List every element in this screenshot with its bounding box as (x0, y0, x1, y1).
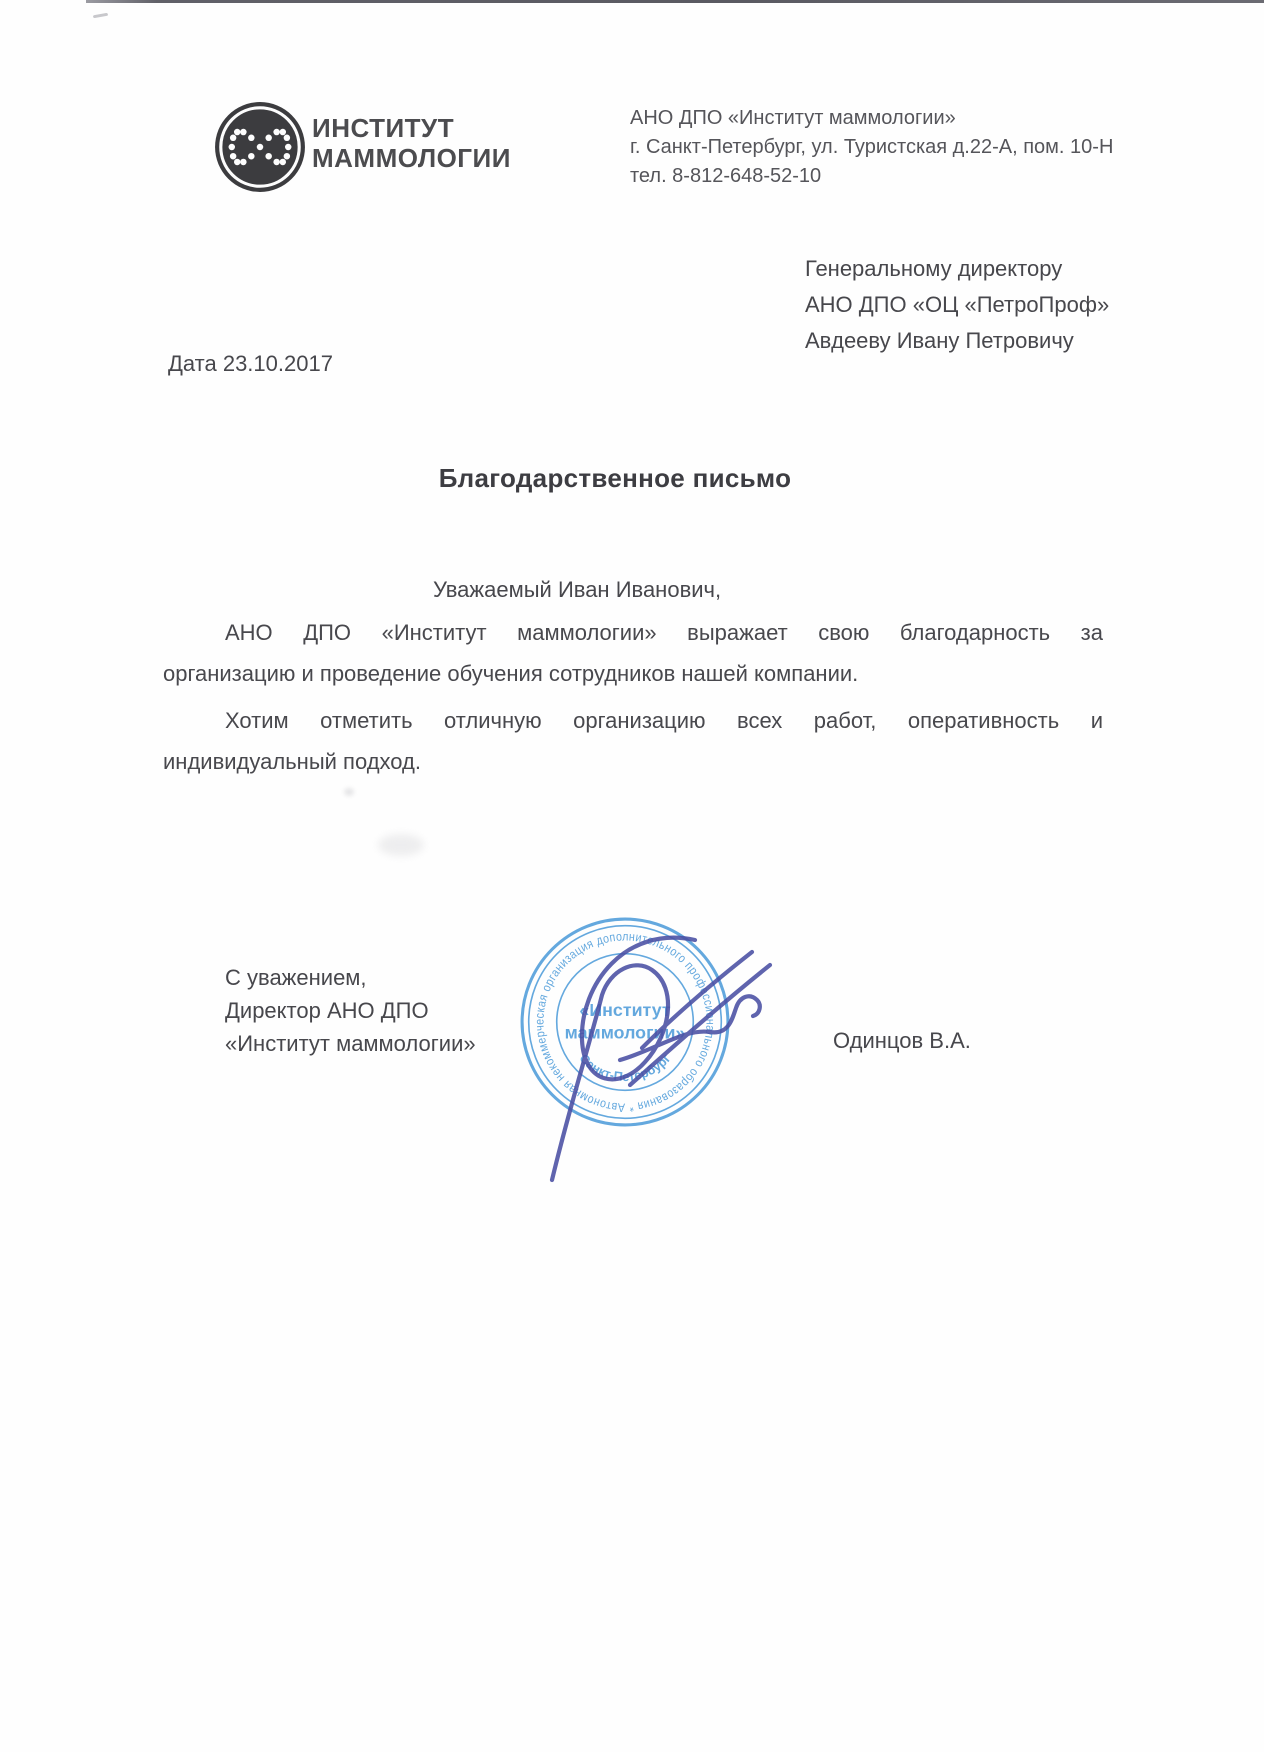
scan-edge-artifact (86, 0, 1264, 3)
logo-wordmark-line1: ИНСТИТУТ (312, 113, 455, 143)
closing-position: Директор АНО ДПО (225, 998, 429, 1023)
pencil-smudge (378, 834, 424, 856)
stamp-center-line2: маммологии» (564, 1022, 686, 1043)
recipient-block (805, 251, 1109, 359)
pencil-smudge (344, 788, 354, 796)
closing-org: «Институт маммологии» (225, 1031, 476, 1056)
salutation: Уважаемый Иван Иванович, (433, 577, 722, 602)
stamp-center-line1: «Институт (579, 999, 671, 1020)
director-signature (470, 890, 800, 1200)
paragraph-line: индивидуальный подход. (163, 749, 421, 774)
recipient-position: Генеральному директору (805, 256, 1063, 281)
closing-regards: С уважением, (225, 965, 367, 990)
paragraph-line: Хотим отметить отличную организацию всех работ, оперативность и (225, 708, 1103, 733)
signer-name: Одинцов В.А. (833, 1028, 971, 1053)
sender-phone: тел. 8-812-648-52-10 (630, 165, 822, 187)
infinity-dots-icon (214, 101, 306, 193)
body-paragraph-2 (163, 700, 1103, 782)
body-paragraph-1 (163, 612, 1103, 694)
recipient-org: АНО ДПО «ОЦ «ПетроПроф» (805, 292, 1110, 317)
sender-org: АНО ДПО «Институт маммологии» (630, 107, 956, 129)
paragraph-line: организацию и проведение обучения сотрудников нашей компании. (163, 661, 859, 686)
stamp-ring-text: Автономная некоммерческая организация дополнительного профессионального образования * (532, 929, 718, 1115)
logo-wordmark (312, 113, 511, 173)
letter-date: Дата 23.10.2017 (168, 351, 333, 376)
paragraph-line: АНО ДПО «Институт маммологии» выражает свою благодарность за (225, 620, 1103, 645)
sender-contact-block (630, 104, 1113, 191)
recipient-person: Авдееву Ивану Петровичу (805, 328, 1074, 353)
stamp-city-text: Санкт-Петербург (576, 1050, 674, 1085)
sender-address: г. Санкт-Петербург, ул. Туристская д.22-А, пом. 10-Н (630, 136, 1114, 158)
closing-block (225, 961, 476, 1060)
letter-title: Благодарственное письмо (438, 463, 792, 493)
logo-wordmark-line2: МАММОЛОГИИ (312, 143, 511, 173)
scan-speck-artifact (93, 13, 108, 19)
